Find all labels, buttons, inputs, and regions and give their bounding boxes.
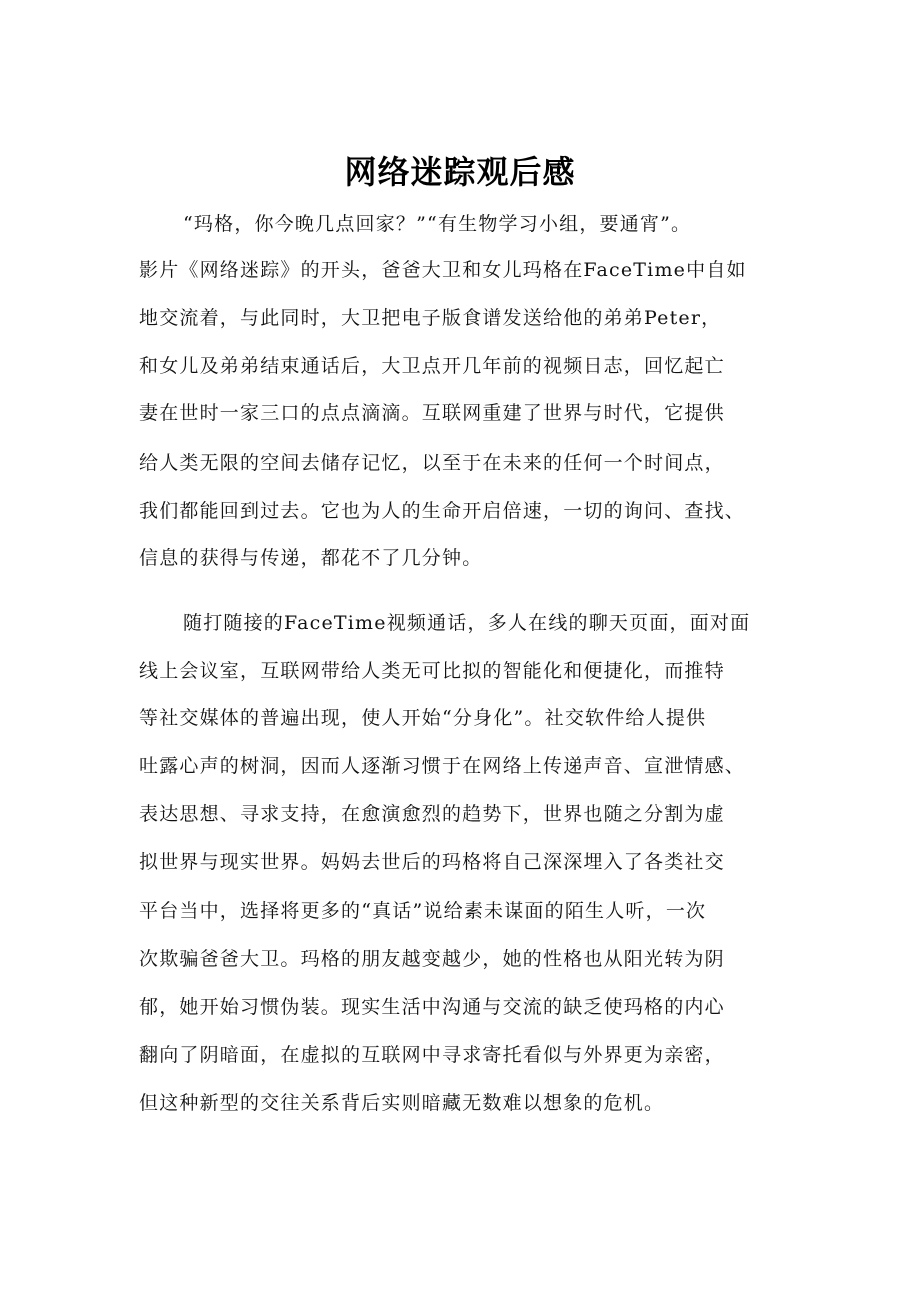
paragraph-line: 次欺骗爸爸大卫。玛格的朋友越变越少，她的性格也从阳光转为阴	[139, 948, 725, 970]
paragraph-line: “玛格，你今晚几点回家？”“有生物学习小组，要通宵”。	[183, 213, 692, 235]
paragraph-line: 翻向了阴暗面，在虚拟的互联网中寻求寄托看似与外界更为亲密，	[139, 1044, 725, 1066]
paragraph-line: 妻在世时一家三口的点点滴滴。互联网重建了世界与时代，它提供	[139, 402, 725, 424]
paragraph-line: 等社交媒体的普遍出现，使人开始“分身化”。社交软件给人提供	[139, 707, 707, 729]
paragraph-line: 表达思想、寻求支持，在愈演愈烈的趋势下，世界也随之分割为虚	[139, 803, 725, 825]
paragraph-line: 地交流着，与此同时，大卫把电子版食谱发送给他的弟弟Peter，	[139, 307, 722, 329]
paragraph-line: 给人类无限的空间去储存记忆，以至于在未来的任何一个时间点，	[139, 452, 725, 474]
document-title: 网络迷踪观后感	[344, 153, 576, 191]
paragraph-line: 平台当中，选择将更多的“真话”说给素未谋面的陌生人听，一次	[139, 900, 707, 922]
paragraph-line: 郁，她开始习惯伪装。现实生活中沟通与交流的缺乏使玛格的内心	[139, 996, 725, 1018]
paragraph-line: 吐露心声的树洞，因而人逐渐习惯于在网络上传递声音、宣泄情感、	[139, 755, 746, 777]
paragraph-line: 随打随接的FaceTime视频通话，多人在线的聊天页面，面对面	[183, 612, 751, 634]
paragraph-line: 线上会议室，互联网带给人类无可比拟的智能化和便捷化，而推特	[139, 660, 725, 682]
paragraph-line: 和女儿及弟弟结束通话后，大卫点开几年前的视频日志，回忆起亡	[139, 355, 725, 377]
paragraph-line: 拟世界与现实世界。妈妈去世后的玛格将自己深深埋入了各类社交	[139, 851, 725, 873]
paragraph-line: 我们都能回到过去。它也为人的生命开启倍速，一切的询问、查找、	[139, 500, 746, 522]
paragraph-line: 但这种新型的交往关系背后实则暗藏无数难以想象的危机。	[139, 1092, 665, 1114]
paragraph-line: 影片《网络迷踪》的开头，爸爸大卫和女儿玛格在FaceTime中自如	[139, 259, 747, 281]
paragraph-line: 信息的获得与传递，都花不了几分钟。	[139, 547, 483, 569]
